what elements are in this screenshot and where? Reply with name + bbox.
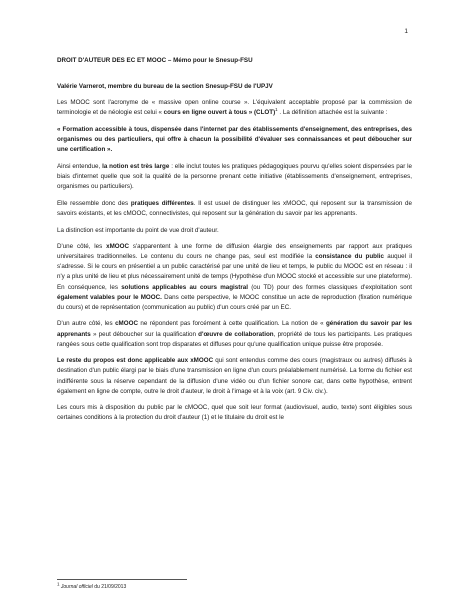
document-body <box>57 56 412 430</box>
footnote-ref: 1 <box>275 107 278 113</box>
page-number: 1 <box>404 28 408 35</box>
paragraph-cours-mis-disposition: Les cours mis à disposition du public par le cMOOC, quel que soit leur format (audiovisuel, audio, texte) sont éligibles sous certaines conditions à la protection du droit d'auteur (1) et le titulaire du droit est le <box>57 404 412 422</box>
paragraph-definition-quote: « Formation accessible à tous, dispensée dans l'internet par des établissements d'enseignement, des entreprises, des organismes ou des particuliers, qui offre à chacun la possibilité d'évaluer ses connaissances et peut déboucher sur une certification ». <box>57 125 412 154</box>
author-line: Valérie Varnerot, membre du bureau de la section Snesup-FSU de l'UPJV <box>57 83 273 91</box>
paragraph-xmooc: D'une côté, les xMOOC s'apparentent à une forme de diffusion élargie des enseignements par rapport aux pratiques universitaires traditionnelles. Le contenu du cours ne change pas, seul est modifiée la consistance du public auquel il s'adresse. Si le cours en présentiel a un public caractérisé par une unité de lieu et temps, le public du MOOC est en réseau : il n'y a plus unité de lieu et plus nécessairement unité de temps (Hypothèse d'un MOOC stocké et accessible sur une plateforme). En conséquence, les solutions applicables au cours magistral (ou TD) pour des formes classiques d'exploitation sont également valables pour le MOOC. Dans cette perspective, le MOOC constitue un acte de reproduction (fixation numérique du cours) et de représentation (communication au public) d'un cours créé par un EC. <box>57 243 412 311</box>
footnote-separator <box>57 579 187 580</box>
paragraph-mooc-definition: Les MOOC sont l'acronyme de « massive open online course ». L'équivalent acceptable proposé par la commission de terminologie et de néologie est celui « cours en ligne ouvert à tous » (CLOT)$^1$ . La définition attachée est la suivante : <box>57 99 412 117</box>
paragraph-pratiques: Elle ressemble donc des pratiques différentes. Il est usuel de distinguer les xMOOC, qui reposent sur la transmission de savoirs existants, et les cMOOC, connectivistes, qui reposent sur la génération du savoir par les apprenants. <box>57 199 412 217</box>
paragraph-reste-propos: Le reste du propos est donc applicable aux xMOOC qui sont entendus comme des cours (magistraux ou autres) diffusés à destination d'un public élargi par le biais d'une transmission en ligne d'un cours préalablement numérisé. La forme du fichier est indifférente sous la réserve cependant de la diffusion d'une vidéo ou d'un fichier sonore car, dans cette hypothèse, entrent également en ligne de compte, outre le droit d'auteur, le droit à l'image et à la voix (art. 9 Civ. civ.). <box>57 357 412 395</box>
paragraph-distinction: La distinction est importante du point de vue droit d'auteur. <box>57 226 219 234</box>
paragraph-notion-large: Ainsi entendue, la notion est très large : elle inclut toutes les pratiques pédagogiques pourvu qu'elles soient dispensées par le biais d'internet quelle que soit la qualité de la personne prenant cette initiative (établissements d'enseignement, entreprises, organismes ou particuliers). <box>57 162 413 191</box>
paragraph-cmooc: D'un autre côté, les cMOOC ne répondent pas forcément à cette qualification. La notion de « génération du savoir par les apprenants » peut déboucher sur la qualification d'œuvre de collaboration, propriété de tous les participants. Les pratiques rangées sous cette qualification sont trop disparates et diffuses pour qu'une qualification unique puisse être proposée. <box>57 320 413 348</box>
document-title: DROIT D'AUTEUR DES EC ET MOOC – Mémo pour le Snesup-FSU <box>57 57 253 64</box>
footnote: $^1$ Journal officiel du 21/09/2013 <box>57 581 127 590</box>
